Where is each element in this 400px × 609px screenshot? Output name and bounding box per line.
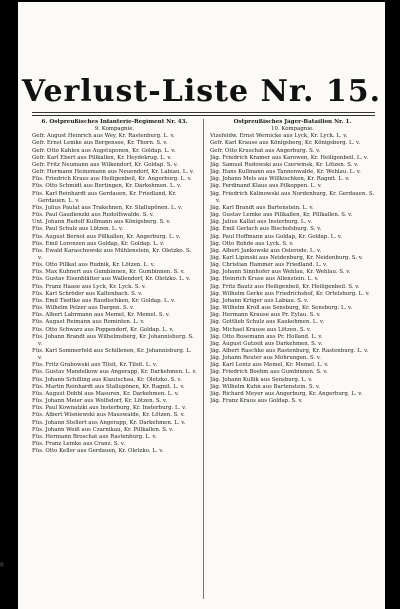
casualty-entry: Füs. Gustav Mandelkow aus Angerapp, Kr. Darkehmen. L. v.	[32, 369, 197, 376]
casualty-entry: Gefr. Karl Krause aus Königsberg, Kr. Königsberg. L. v.	[210, 140, 361, 147]
casualty-entry: Jäg. Hans Kullmann aus Tannenwalde, Kr. Wehlau. L. v.	[210, 169, 361, 176]
casualty-entry: Gefr. Otto Kahlen aus Augstuponen, Kr. Goldap. L. v.	[32, 147, 176, 154]
casualty-entry: Jäg. Albert Raschke aus Rastenburg, Kr. Rastenburg. L. v.	[210, 348, 369, 354]
casualty-entry: Jäg. Johann Reuter aus Mohrungen. S. v.	[210, 355, 321, 362]
casualty-entry: Jäg. Heinrich Kruse aus Allenstein. L. v.	[210, 276, 319, 283]
casualty-entry: Jäg. Otto Rohde aus Lyck. S. v.	[210, 240, 294, 247]
corner-mark: Ⓒ	[0, 562, 4, 567]
casualty-entry: Gefr. Otto Kruschat aus Angerburg. S. v.	[210, 147, 321, 154]
casualty-entry: Jäg. Gottlieb Schulz aus Kaukehmen. L. v.	[210, 319, 325, 326]
casualty-entry: Jäg. Johann Sinnhofer aus Wehlau, Kr. Wehlau. S. v.	[210, 269, 351, 276]
casualty-entry: Füs. Johann Schilling aus Kiautschau, Kr. Oletzko. S. v.	[32, 376, 182, 383]
casualty-entry: Füs. Gustav Eisenblätter aus Wallendorf, Kr. Oletzko. L. v.	[32, 276, 191, 283]
casualty-entry: Jäg. Wilhelm Kroll aus Sensburg, Kr. Sensburg. L. v.	[210, 305, 353, 312]
casualty-entry: Jäg. Otto Rosemann aus Pr. Holland. L. v.	[210, 333, 323, 340]
casualty-entry: Füs. Emil Tiedtke aus Raudischken, Kr. Goldap. L. v.	[32, 297, 176, 304]
casualty-entry: Füs. Franz Haase aus Lyck, Kr. Lyck. S. v.	[32, 283, 146, 290]
casualty-entry: Jäg. Julius Kallat aus Insterburg. L. v.	[210, 219, 313, 226]
casualty-entry: Füs. Franz Lemke aus Cranz. S. v.	[32, 441, 125, 448]
casualty-entry: Gefr. August Heinrich aus Wey, Kr. Rastenburg. L. v.	[32, 133, 175, 140]
casualty-entry: Füs. Albert Wisniewski aus Mauswalde, Kr. Lötzen. S. v.	[32, 412, 185, 419]
casualty-entry: Jäg. Christian Hammer aus Friedland. L. v.	[210, 262, 328, 269]
casualty-entry: Füs. Paul Gaudienzki aus Rudolfswalde. S. v.	[32, 212, 154, 219]
casualty-entry: Jäg. Michael Krause aus Lötzen. S. v.	[210, 326, 311, 333]
casualty-entry: Füs. Karl Reinhardt aus Gerdauen, Kr. Friedland, Kr. Gerdauen. L. v.	[32, 190, 177, 204]
casualty-entry: Jäg. August Gutzeit aus Darkehmen. S. v.	[210, 340, 323, 347]
casualty-entry: Füs. Johann Weiß aus Czarnikau, Kr. Pillkallen. S. v.	[32, 426, 174, 433]
casualty-entry: Jäg. Johann Krüger aus Labiau. S. v.	[210, 297, 309, 304]
casualty-entry: Jäg. Fritz Bautz aus Heiligenbeil, Kr. Heiligenbeil. S. v.	[210, 283, 360, 290]
casualty-entry: Jäg. Paul Hoffmann aus Goldap, Kr. Goldap. L. v.	[210, 233, 342, 240]
casualty-entry: Füs. Otto Pillkat aus Rudnik, Kr. Lötzen. L. v.	[32, 262, 155, 269]
casualty-entry: Jäg. Ferdinand Klaus aus Pilkoppen. L. v.	[210, 183, 322, 190]
casualty-entry: Füs. Otto Schmidt aus Bertingen, Kr. Darkehmen. L. v.	[32, 183, 182, 190]
page-title: Verlust-Liste Nr. 15.	[21, 74, 382, 109]
casualty-entry: Jäg. Friedrich Kramer aus Karowen, Kr. Heiligenbeil. L. v.	[210, 154, 369, 161]
right-column	[210, 119, 375, 599]
casualty-entry: Jäg. Wilhelm Kuhn aus Bartenstein. S. v.	[210, 383, 320, 390]
casualty-entry: Füs. Albert Lahrmann aus Memel, Kr. Memel. S. v.	[32, 312, 170, 319]
casualty-entry: Füs. Friedrich Kraus aus Heiligenbeil, Kr. Angerburg. L. v.	[32, 176, 192, 183]
left-column	[32, 119, 197, 599]
company-header: 10. Kompagnie.	[271, 126, 314, 133]
casualty-entry: Füs. Paul Schulz aus Lötzen. L. v.	[32, 226, 124, 233]
casualty-entry: Jäg. Karl Brandt aus Bartenstein. L. v.	[210, 204, 314, 211]
casualty-entry: Gefr. Karl Ebert aus Pillkallen, Kr. Heydekrug. L. v.	[32, 154, 172, 161]
casualty-entry: Füs. Karl Schröder aus Kaltenbach. S. v.	[32, 290, 143, 297]
title-rule-bottom	[32, 115, 375, 116]
casualty-entry: Füs. Otto Keller aus Gerdauen, Kr. Oletzko. L. v.	[32, 448, 164, 455]
casualty-entry: Vizefeldw. Ernst Wernicke aus Lyck, Kr. Lyck. L. v.	[210, 133, 348, 140]
casualty-entry: Füs. Wilhelm Pelzer aus Dargen. S. v.	[32, 305, 134, 312]
casualty-entry: Füs. Martin Reinhardt aus Stallupönen, Kr. Ragnit. L. v.	[32, 383, 185, 390]
newspaper-page	[18, 2, 385, 609]
casualty-entry: Füs. August Dobbl aus Masuren, Kr. Darkehmen. L. v.	[32, 390, 179, 397]
casualty-entry: Jäg. Samuel Rudowski aus Czerwinsk, Kr. Lötzen. S. v.	[210, 161, 359, 168]
casualty-entry: Füs. Johann Stellert aus Angerapp, Kr. Darkehmen. L. v.	[32, 419, 186, 426]
casualty-entry: Füs. Karl Sommerfeld aus Schillenen, Kr. Johannisburg. L. v.	[32, 348, 192, 362]
casualty-entry: Jäg. Karl Lentz aus Memel, Kr. Memel. L. v.	[210, 362, 329, 369]
casualty-entry: Jäg. Albert Jankowski aus Osterode. L. v.	[210, 247, 322, 254]
casualty-entry: Füs. Johann Brandt aus Wilhelmsberg, Kr. Johannisburg. S. v.	[32, 333, 194, 347]
casualty-entry: Jäg. Hermann Krause aus Pr. Eylau. S. v.	[210, 312, 321, 319]
casualty-entry: Füs. Johann Meier aus Wolfsdorf, Kr. Lötzen. S. v.	[32, 398, 168, 405]
casualty-entry: Jäg. Gustav Lemke aus Pillkallen, Kr. Pillkallen. S. v.	[210, 212, 353, 219]
casualty-entry: Unt. Johann Rudolf Kullmann aus Königsberg. S. v.	[32, 219, 171, 226]
casualty-entry: Füs. Max Kuhnert aus Gumbinnen, Kr. Gumbinnen. S. v.	[32, 269, 185, 276]
casualty-entry: Füs. Otto Schwarz aus Poppendorf, Kr. Goldap. L. v.	[32, 326, 174, 333]
casualty-entry: Füs. Ewald Karaschewski aus Mühlenstein, Kr. Oletzko. S. v.	[32, 247, 192, 261]
column-divider	[203, 119, 204, 599]
casualty-entry: Füs. Paul Kownatzki aus Insterburg, Kr. Insterburg. L. v.	[32, 405, 187, 412]
casualty-entry: Jäg. Karl Lipinski aus Neidenburg, Kr. Neidenburg. S. v.	[210, 254, 363, 261]
casualty-entry: Gefr. Hermann Heinemann aus Neuendorf, Kr. Labiau. L. v.	[32, 169, 194, 176]
casualty-entry: Füs. August Reimann aus Rominten. L. v.	[32, 319, 145, 326]
company-header: 9. Kompagnie.	[94, 126, 135, 133]
casualty-entry: Füs. August Bernot aus Pillkallen, Kr. Angerburg. L. v.	[32, 233, 181, 240]
casualty-entry: Füs. Julius Paulat aus Trakehnen, Kr. Stallupönen. L. v.	[32, 204, 183, 211]
casualty-entry: Füs. Hermann Broschat aus Rastenburg. L. v.	[32, 433, 157, 440]
casualty-entry: Jäg. Richard Meyer aus Angerburg, Kr. Angerburg. L. v.	[210, 390, 363, 397]
regiment-header: 6. Ostpreußisches Infanterie-Regiment Nr. 43.	[41, 119, 188, 125]
columns	[32, 119, 375, 599]
casualty-entry: Jäg. Johann Mels aus Willkischken, Kr. Ragnit. L. v.	[210, 176, 350, 183]
casualty-entry: Jäg. Emil Gerlach aus Bischofsburg. S. v.	[210, 226, 322, 233]
casualty-entry: Jäg. Franz Kraus aus Goldap. S. v.	[210, 398, 303, 405]
casualty-entry: Füs. Emil Lorenzen aus Goldap, Kr. Goldap. L. v.	[32, 240, 165, 247]
casualty-entry: Jäg. Friedrich Kalinowski aus Nordenburg, Kr. Gerdauen. S. v.	[210, 190, 375, 204]
casualty-entry: Jäg. Johann Kullik aus Sensburg. L. v.	[210, 376, 313, 383]
casualty-entry: Jäg. Friedrich Boehm aus Gumbinnen. S. v.	[210, 369, 328, 376]
title-rule-top	[32, 112, 375, 113]
casualty-entry: Gefr. Ernst Lemke aus Bergensee, Kr. Thorn. S. v.	[32, 140, 168, 147]
casualty-entry: Jäg. Wilhelm Gerke aus Friedrichshof, Kr. Ortelsburg. L. v.	[210, 290, 370, 297]
regiment-header: Ostpreußisches Jäger-Bataillon Nr. 1.	[233, 119, 352, 125]
casualty-entry: Füs. Fritz Grabowski aus Tilsit, Kr. Tilsit. L. v.	[32, 362, 158, 369]
casualty-entry: Gefr. Fritz Neumann aus Wilkendorf, Kr. Goldap. S. v.	[32, 161, 178, 168]
